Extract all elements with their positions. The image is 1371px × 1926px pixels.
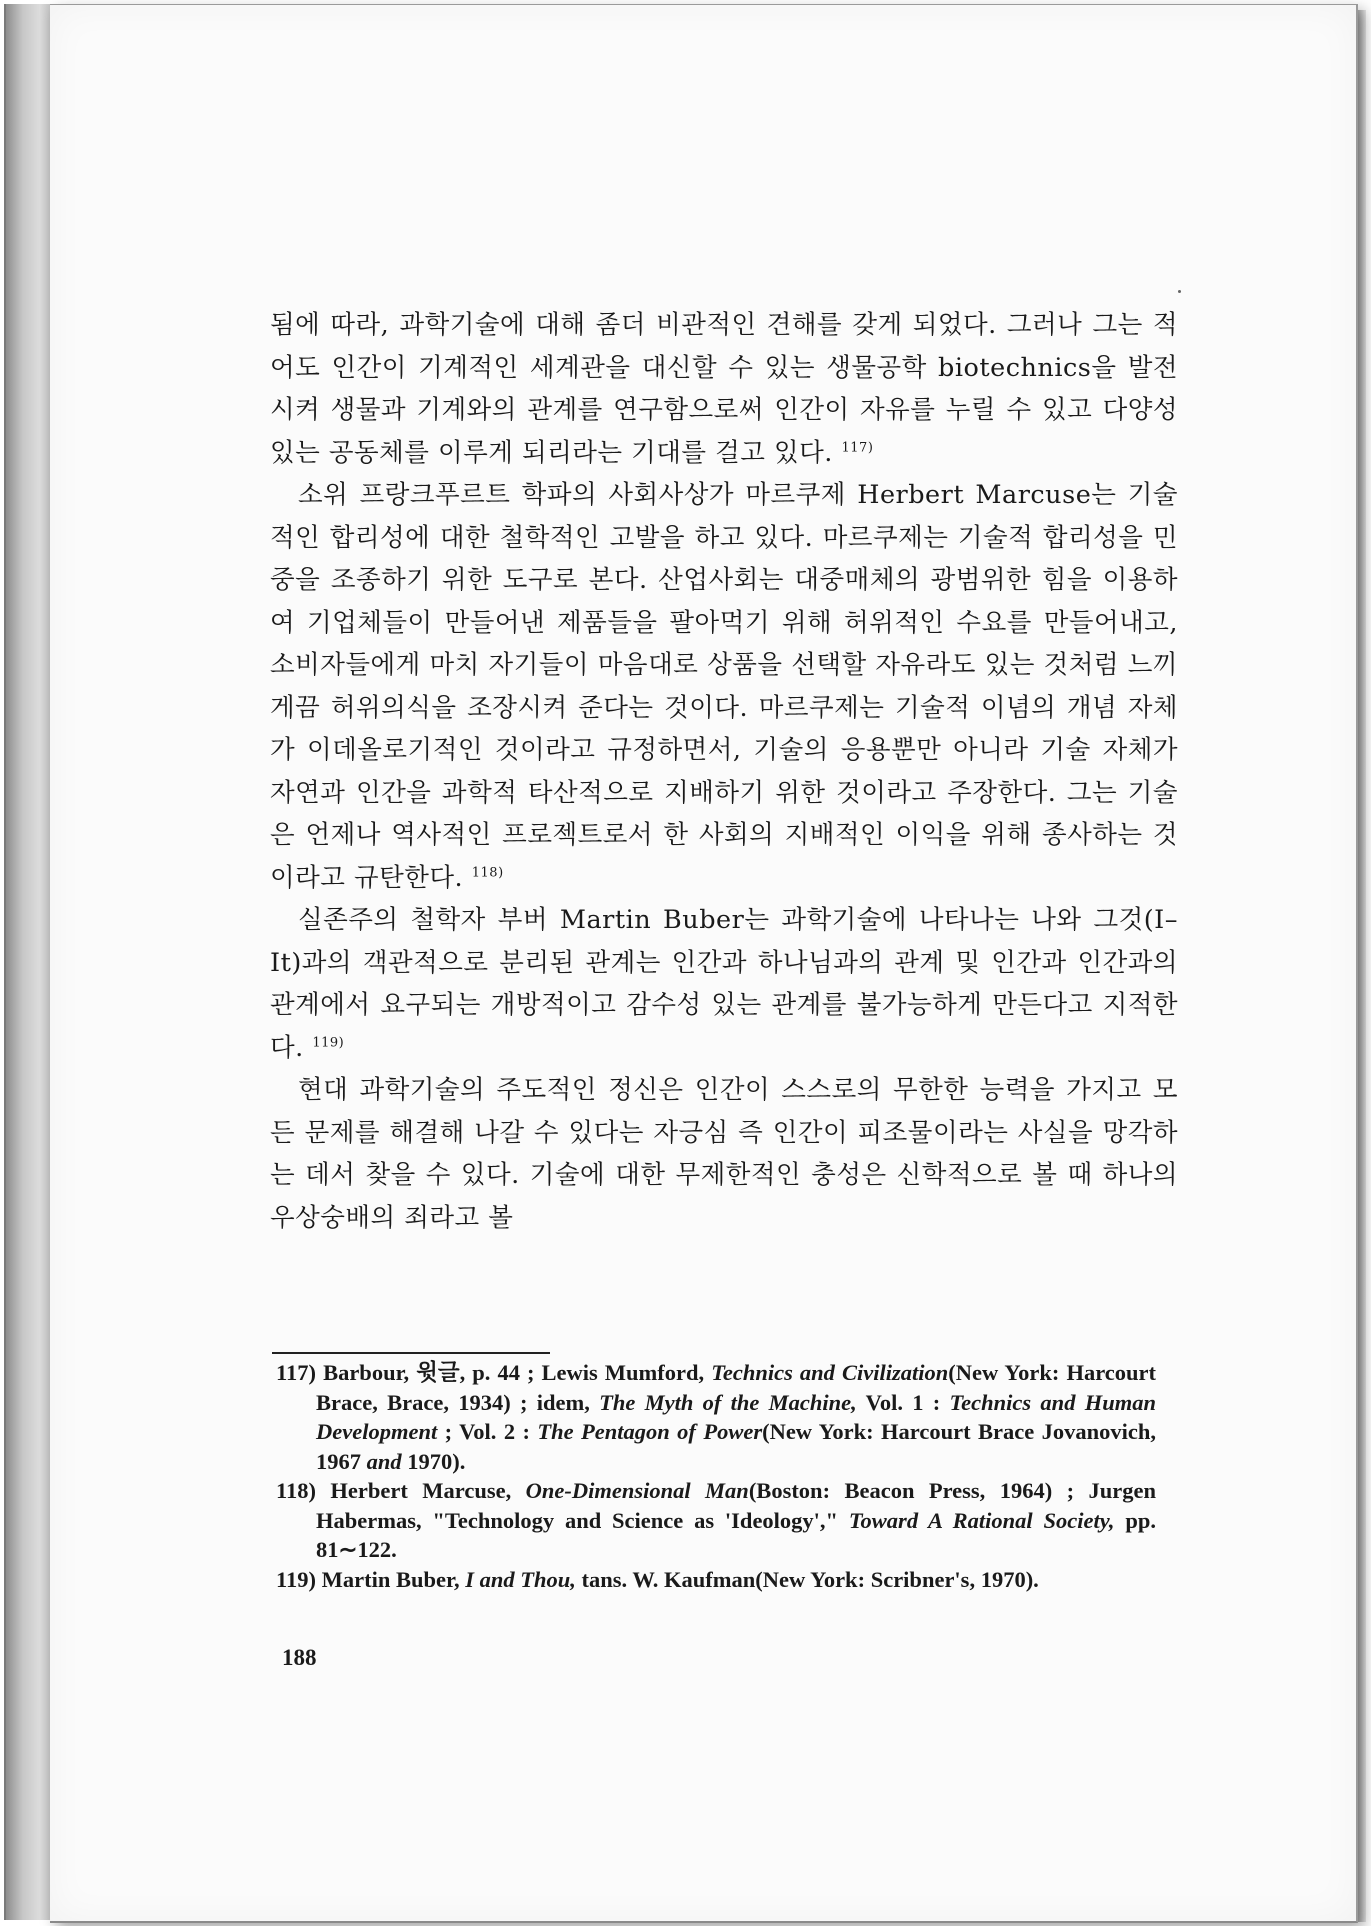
paragraph-2: 소위 프랑크푸르트 학파의 사회사상가 마르쿠제 Herbert Marcuse는 기술적인 합리성에 대한 철학적인 고발을 하고 있다. 마르쿠제는 기술적 합리성을 민중을 조종하기 위한 도구로 본다. 산업사회는 대중매체의 광범위한 힘을 이용하여 기업체들이 만들어낸 제품들을 팔아먹기 위해 허위적인 수요를 만들어내고, 소비자들에게 마치 자기들이 마음대로 상품을 선택할 자유라도 있는 것처럼 느끼게끔 허위의식을 조장시켜 준다는 것이다. 마르쿠제는 기술적 이념의 개념 자체가 이데올로기적인 것이라고 규정하면서, 기술의 응용뿐만 아니라 기술 자체가 자연과 인간을 과학적 타산적으로 지배하기 위한 것이라고 주장한다. 그는 기술은 언제나 역사적인 프로젝트로서 한 사회의 지배적인 이익을 위해 종사하는 것이라고 규탄한다. $^{118)}$: [270, 480, 1178, 893]
book-edge: [4, 4, 54, 1920]
footnotes: [276, 1358, 1156, 1594]
paragraph-3: 실존주의 철학자 부버 Martin Buber는 과학기술에 나타나는 나와 그것(I–It)과의 객관적으로 분리된 관계는 인간과 하나님과의 관계 및 인간과 인간과의 관계에서 요구되는 개방적이고 감수성 있는 관계를 불가능하게 만든다고 지적한다. $^{119)}$: [270, 905, 1178, 1063]
body-text-block: [270, 304, 1178, 1239]
footnote-119: 119) Martin Buber, I and Thou, tans. W. Kaufman(New York: Scribner's, 1970).: [276, 1566, 1039, 1592]
footnote-ref-119: 119): [312, 1035, 345, 1050]
page-number: 188: [282, 1645, 317, 1670]
footnote-divider: [272, 1352, 550, 1354]
scan-speck: [1178, 290, 1181, 293]
footnote-118: 118) Herbert Marcuse, One-Dimensional Man(Boston: Beacon Press, 1964) ; Jurgen Habermas, "Technology and Science as 'Ideology'," Toward A Rational Society, pp. 81∼122.: [276, 1478, 1156, 1562]
footnote-117: 117) Barbour, 윗글, p. 44 ; Lewis Mumford, Technics and Civilization(New York: Harcourt Brace, Brace, 1934) ; idem, The Myth of the Machine, Vol. 1 : Technics and Human Development ; Vol. 2 : The Pentagon of Power(New York: Harcourt Brace Jovanovich, 1967 and 1970).: [276, 1360, 1157, 1474]
paragraph-4: 현대 과학기술의 주도적인 정신은 인간이 스스로의 무한한 능력을 가지고 모든 문제를 해결해 나갈 수 있다는 자긍심 즉 인간이 피조물이라는 사실을 망각하는 데서 찾을 수 있다. 기술에 대한 무제한적인 충성은 신학적으로 볼 때 하나의 우상숭배의 죄라고 볼: [270, 1075, 1178, 1233]
footnote-ref-118: 118): [471, 865, 504, 880]
paragraph-1: 됨에 따라, 과학기술에 대해 좀더 비관적인 견해를 갖게 되었다. 그러나 그는 적어도 인간이 기계적인 세계관을 대신할 수 있는 생물공학 biotechnics을 발전시켜 생물과 기계와의 관계를 연구함으로써 인간이 자유를 누릴 수 있고 다양성 있는 공동체를 이루게 되리라는 기대를 걸고 있다. $^{117)}$: [270, 310, 1178, 468]
footnote-ref-117: 117): [841, 440, 874, 455]
